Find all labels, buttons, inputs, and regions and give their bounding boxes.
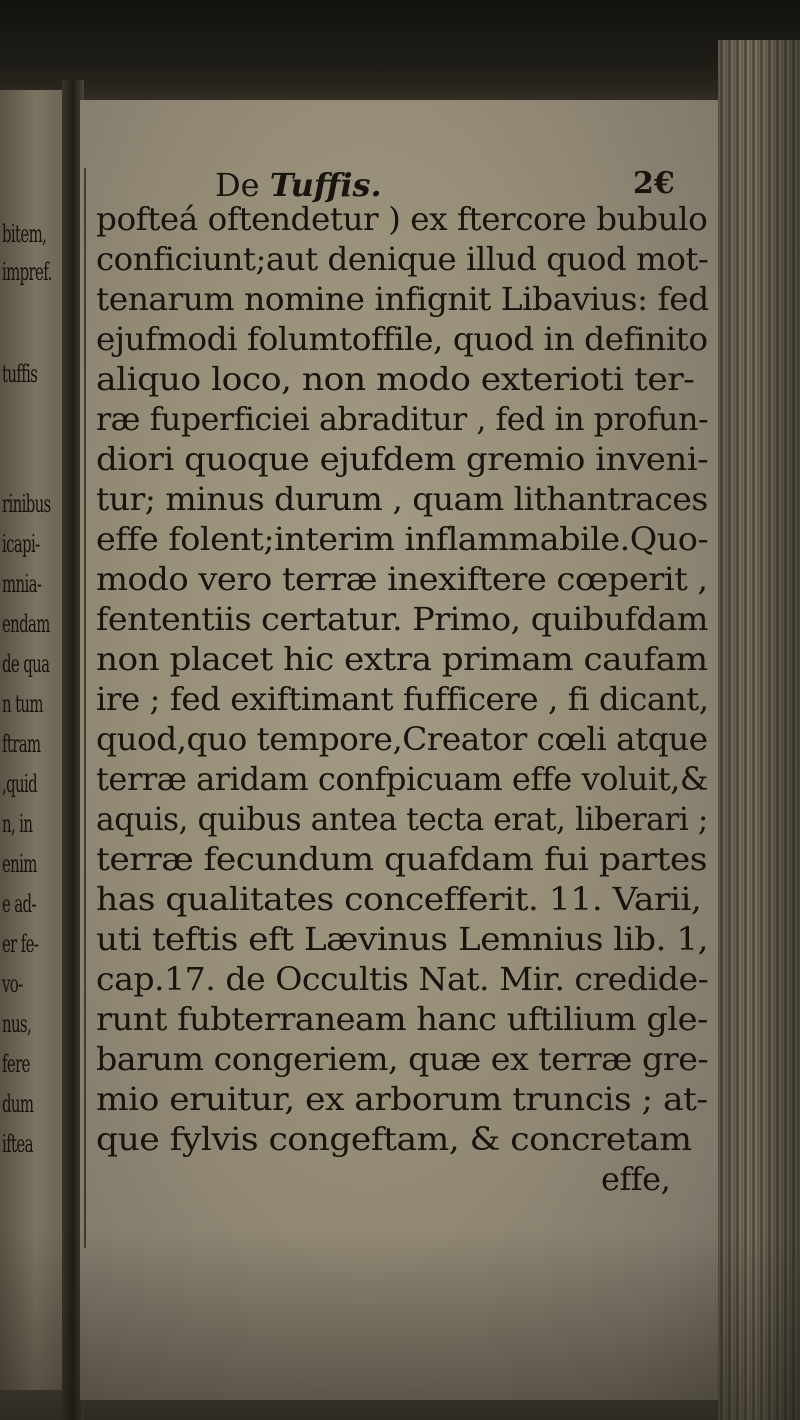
facing-fragment: nus, [2,1010,32,1038]
facing-page-left [0,90,66,1390]
running-head [215,166,382,204]
text-line: tenarum nomine infignit Libavius: fed [96,280,709,318]
facing-fragment: ,quid [2,770,38,798]
facing-fragment: dum [2,1090,34,1118]
text-line: has qualitates concefferit. 11. Varii, [96,880,702,918]
text-line: terræ aridam confpicuam effe voluit,& [96,760,709,798]
text-line: cap.17. de Occultis Nat. Mir. credide- [96,960,709,998]
facing-fragment: mnia- [2,570,42,598]
text-line: aquis, quibus antea tecta erat, liberari ; [96,800,708,838]
text-line: ire ; fed exiftimant fufficere , fi dicant, [96,680,709,718]
text-line: runt fubterraneam hanc uftilium gle- [96,1000,708,1038]
facing-fragment: ftram [2,730,41,758]
facing-fragment: n, in [2,810,33,838]
facing-fragment: n tum [2,690,43,718]
facing-fragment: iftea [2,1130,33,1158]
bottom-shade [0,1230,800,1420]
facing-fragment: e ad- [2,890,36,918]
margin-rule [84,168,86,1248]
catchword: effe, [601,1160,671,1198]
page-stack-shade [718,40,800,1420]
facing-fragment: icapi- [2,530,40,558]
facing-fragment: er fe- [2,930,39,958]
text-line: uti teftis eft Lævinus Lemnius lib. 1, [96,920,709,958]
facing-fragment: bitem, [2,220,47,248]
facing-fragment: tuffis [2,360,38,388]
facing-fragment: impref. [2,258,52,286]
text-line: quod,quo tempore,Creator cœli atque [96,720,708,758]
facing-fragment: vo- [2,970,23,998]
text-line: ræ fuperficiei abraditur , fed in profun- [96,400,709,438]
facing-fragment: fere [2,1050,30,1078]
text-line: fententiis certatur. Primo, quibufdam [96,600,708,638]
text-line: mio eruitur, ex arborum truncis ; at- [96,1080,708,1118]
facing-fragment: endam [2,610,50,638]
text-line: aliquo loco, non modo exterioti ter- [96,360,695,398]
text-line: que fylvis congeftam, & concretam [96,1120,692,1158]
running-head-title: Tuffis. [269,166,382,204]
text-line: ejufmodi folumtoffile, quod in definito [96,320,708,358]
text-line: conficiunt;aut denique illud quod mot- [96,240,709,278]
text-line: barum congeriem, quæ ex terræ gre- [96,1040,709,1078]
text-line: modo vero terræ inexiftere cœperit , [96,560,708,598]
text-line: non placet hic extra primam caufam [96,640,708,678]
text-line: pofteá oftendetur ) ex ftercore bubulo [96,200,708,238]
text-line: terræ fecundum quafdam fui partes [96,840,707,878]
facing-fragment: enim [2,850,37,878]
text-line: tur; minus durum , quam lithantraces [96,480,708,518]
text-line: effe folent;interim inflammabile.Quo- [96,520,709,558]
facing-fragment: de qua [2,650,50,678]
text-line: diori quoque ejufdem gremio inveni- [96,440,709,478]
page-number: 2€ [633,166,675,201]
facing-fragment: rinibus [2,490,51,518]
running-head-prefix: De [215,166,260,204]
